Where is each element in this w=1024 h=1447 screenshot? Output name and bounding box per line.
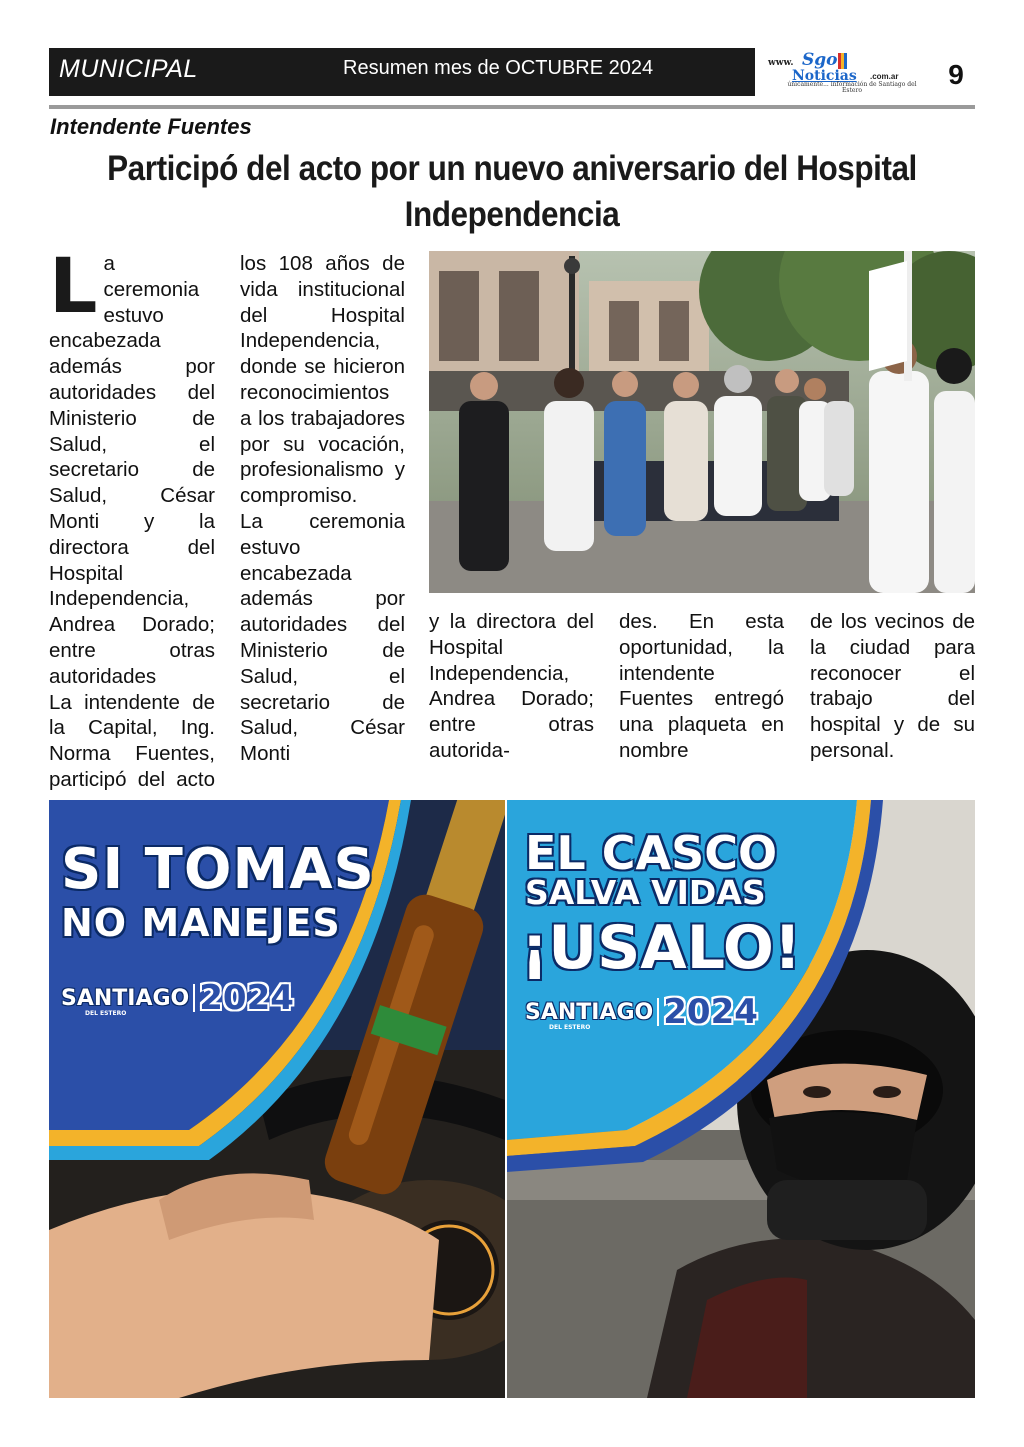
article-headline: Participó del acto por un nuevo aniversario del Hospital Independencia [107,149,917,234]
ad-left-line-2: NO MANEJES [61,901,341,945]
logo-noticias: Noticias [792,68,857,84]
article-paragraph: los 108 años de vida institucional del Hospital Independencia, donde se hicieron reconocimientos a los trabajadores por su vocación, profesionalismo y compromiso. [240,252,405,508]
article-kicker: Intendente Fuentes [50,114,252,139]
brand-year: 2024 [663,992,758,1032]
section-label: MUNICIPAL [59,55,198,83]
logo-sgo: Sgo [802,50,838,70]
article-paragraph: a ceremonia estuvo encabezada además por autoridades del Ministerio de Salud, el secretario de Salud, César Monti y la directora del Hospital Independencia, Andrea Dorado; entre otras autoridades [49,252,215,688]
logo-tagline: únicamente... información de Santiago del Estero [787,81,917,94]
hospital-ceremony-photo [429,251,975,593]
ad-right-line-3: ¡USALO! [521,913,802,983]
brand-separator [193,984,195,1012]
drop-cap: L [49,241,98,330]
page-number: 9 [948,59,964,90]
header-divider [49,105,975,109]
flag-icon [838,53,848,69]
brand-word: SANTIAGO DEL ESTERO [61,985,190,1017]
article-paragraph: La intendente de la Capital, Ing. Norma Fuentes, participó del acto [49,690,215,791]
article-column-3: y la directora del Hospital Independencia, Andrea Dorado; entre otras autorida- [429,610,594,762]
ad-left-line-1: SI TOMAS [61,837,375,902]
header-bar [49,48,755,96]
ad-si-tomas-no-manejes [49,800,505,1398]
article-column-1 [49,241,215,819]
ad-el-casco-salva-vidas [507,800,975,1398]
ad-right-line-2: SALVA VIDAS [525,873,766,912]
article-column-2 [240,251,405,767]
logo-domain: .com.ar [870,72,899,81]
brand-word: SANTIAGO DEL ESTERO [525,999,654,1031]
brand-year: 2024 [199,978,294,1018]
issue-label: Resumen mes de OCTUBRE 2024 [343,57,654,79]
santiago-2024-logo [61,978,294,1018]
ad-right-line-1: EL CASCO [525,826,778,880]
santiago-2024-logo [525,992,758,1032]
article-column-5: de los vecinos de la ciudad para reconocer el trabajo del hospital y de su personal. [810,610,975,762]
logo-www: www. [768,58,794,68]
article-column-4: des. En esta oportunidad, la intendente Fuentes entregó una plaqueta en nombre [619,610,784,762]
brand-separator [657,998,659,1026]
article-paragraph: La ceremonia estuvo encabezada además por autoridades del Ministerio de Salud, el secretario de Salud, César Monti [240,509,405,766]
sgo-noticias-logo [762,48,932,96]
